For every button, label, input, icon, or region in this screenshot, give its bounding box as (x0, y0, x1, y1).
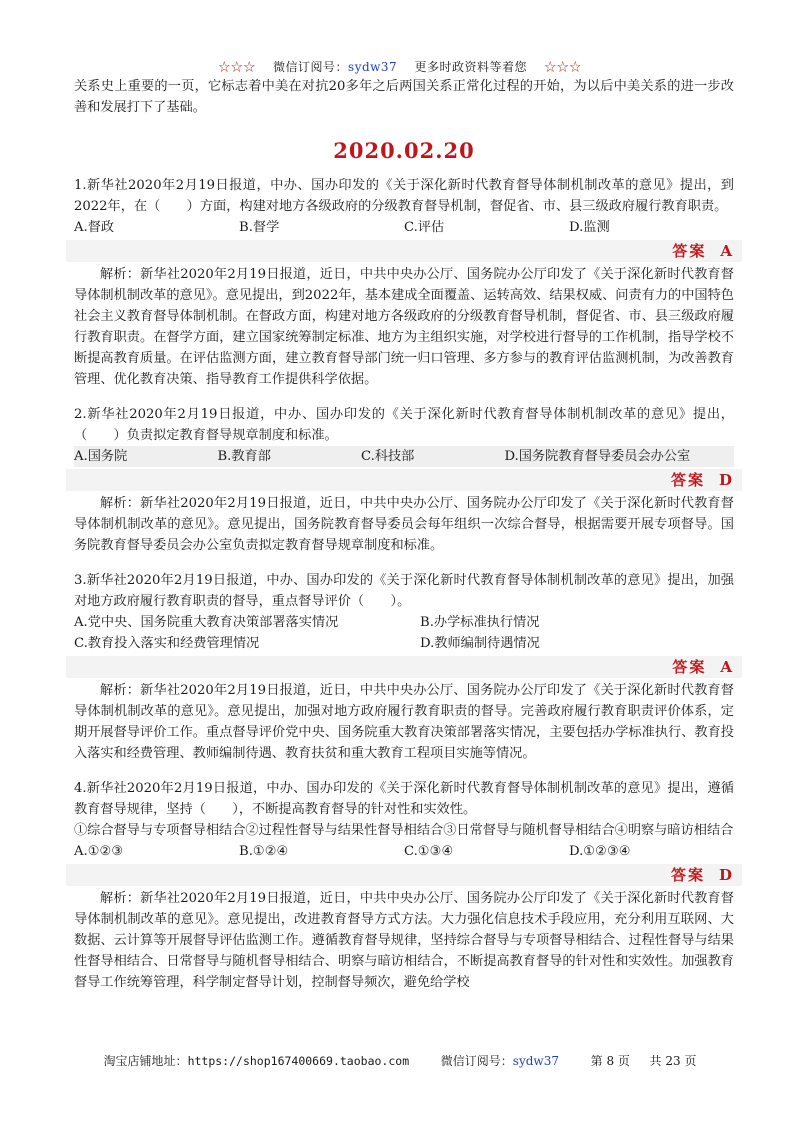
question-3 (74, 570, 734, 764)
option-b: B.教育部 (217, 449, 271, 464)
answer-value: D (718, 471, 734, 489)
header-stars-right: ☆☆☆ (544, 60, 582, 74)
question-stem: 2.新华社2020年2月19日报道，中办、国办印发的《关于深化新时代教育督导体制机制改革的意见》提出，（ ）负责拟定教育督导规章制度和标准。 (74, 407, 734, 443)
option-d: D.国务院教育督导委员会办公室 (504, 449, 691, 464)
question-stem: 4.新华社2020年2月19日报道，中办、国办印发的《关于深化新时代教育督导体制机制改革的意见》提出，遵循教育督导规律，坚持（ ），不断提高教育督导的针对性和实效性。 (74, 781, 734, 817)
answer-label: 答案 (672, 658, 707, 676)
analysis-paragraph: 解析：新华社2020年2月19日报道，近日，中共中央办公厅、国务院办公厅印发了《关于深化新时代教育督导体制机制改革的意见》。意见提出，加强对地方政府履行教育职责的督导。完善政府履行教育职责评价体系，定期开展督导评价工作。重点督导评价党中央、国务院重大教育决策部署落实情况，主要包括办学标准执行、教育投入落实和经费管理、教师编制待遇、教育扶贫和重大教育工程项目实施等情况。 (74, 683, 734, 761)
analysis-paragraph: 解析：新华社2020年2月19日报道，近日，中共中央办公厅、国务院办公厅印发了《关于深化新时代教育督导体制机制改革的意见》。意见提出，国务院教育督导委员会每年组织一次综合督导，根据需要开展专项督导。国务院教育督导委员会办公室负责拟定教育督导规章制度和标准。 (74, 496, 734, 553)
option-b: B.①②④ (239, 844, 289, 859)
answer-label: 答案 (672, 242, 707, 260)
footer-shop-label: 淘宝店铺地址： (103, 1054, 188, 1068)
header-account: sydw37 (348, 60, 398, 74)
page-footer (0, 1052, 800, 1069)
header-label: 微信订阅号： (273, 60, 349, 74)
option-d: D.监测 (569, 220, 610, 235)
answer-line (66, 864, 742, 886)
answer-value: D (718, 866, 734, 884)
footer-wechat-account: sydw37 (512, 1054, 559, 1068)
option-c: C.教育投入落实和经费管理情况 (74, 636, 260, 651)
question-options (74, 446, 734, 467)
option-a: A.①②③ (74, 844, 124, 859)
option-b: B.办学标准执行情况 (420, 615, 540, 630)
question-items: ①综合督导与专项督导相结合②过程性督导与结果性督导相结合③日常督导与随机督导相结合④明察与暗访相结合 (74, 823, 734, 838)
answer-value: A (720, 242, 734, 260)
option-d: D.教师编制待遇情况 (420, 636, 540, 651)
answer-line (66, 656, 742, 678)
question-options (74, 841, 734, 862)
header-stars-left: ☆☆☆ (218, 60, 256, 74)
question-2 (74, 404, 734, 556)
answer-line (66, 240, 742, 262)
analysis-paragraph: 解析：新华社2020年2月19日报道，近日，中共中央办公厅、国务院办公厅印发了《关于深化新时代教育督导体制机制改革的意见》。意见提出，改进教育督导方式方法。大力强化信息技术手段应用，充分利用互联网、大数据、云计算等开展督导评估监测工作。遵循教育督导规律，坚持综合督导与专项督导相结合、过程性督导与结果性督导相结合、日常督导与随机督导相结合、明察与暗访相结合，不断提高教育督导的针对性和实效性。加强教育督导工作统筹管理，科学制定督导计划，控制督导频次，避免给学校 (74, 891, 734, 990)
answer-label: 答案 (670, 471, 705, 489)
option-c: C.评估 (404, 220, 445, 235)
question-1 (74, 175, 734, 390)
option-d: D.①②③④ (569, 844, 631, 859)
question-options (74, 612, 734, 654)
option-a: A.国务院 (74, 449, 128, 464)
footer-shop-url[interactable]: https://shop167400669.taobao.com (187, 1054, 410, 1068)
option-a: A.党中央、国务院重大教育决策部署落实情况 (74, 615, 339, 630)
analysis-paragraph: 解析：新华社2020年2月19日报道，近日，中共中央办公厅、国务院办公厅印发了《关于深化新时代教育督导体制机制改革的意见》。意见提出，到2022年，基本建成全面覆盖、运转高效、结果权威、问责有力的中国特色社会主义教育督导体制机制。在督政方面，构建对地方各级政府的分级教育督导机制，督促省、市、县三级政府履行教育职责。在督学方面，建立国家统筹制定标准、地方为主组织实施，对学校进行督导的工作机制，指导学校不断提高教育质量。在评估监测方面，建立教育督导部门统一归口管理、多方参与的教育评估监测机制，为改善教育管理、优化教育决策、指导教育工作提供科学依据。 (74, 267, 734, 387)
answer-value: A (720, 658, 734, 676)
intro-paragraph: 关系史上重要的一页，它标志着中美在对抗20多年之后两国关系正常化过程的开始，为以后中美关系的进一步改善和发展打下了基础。 (74, 79, 734, 115)
section-date: 2020.02.20 (333, 138, 475, 163)
page-header (0, 58, 800, 75)
option-b: B.督学 (239, 220, 280, 235)
answer-line (66, 469, 742, 491)
question-4 (74, 778, 734, 993)
question-stem: 3.新华社2020年2月19日报道，中办、国办印发的《关于深化新时代教育督导体制机制改革的意见》提出，加强对地方政府履行教育职责的督导，重点督导评价（ ）。 (74, 573, 734, 609)
option-c: C.科技部 (360, 449, 415, 464)
question-options (74, 217, 734, 238)
footer-page-total: 共 23 页 (649, 1054, 697, 1068)
question-stem: 1.新华社2020年2月19日报道，中办、国办印发的《关于深化新时代教育督导体制机制改革的意见》提出，到2022年，在（ ）方面，构建对地方各级政府的分级教育督导机制，督促省、市、县三级政府履行教育职责。 (74, 178, 734, 214)
answer-label: 答案 (670, 866, 705, 884)
page-content (74, 76, 734, 993)
footer-wechat-label: 微信订阅号： (440, 1054, 513, 1068)
option-c: C.①③④ (404, 844, 454, 859)
option-a: A.督政 (74, 220, 115, 235)
footer-page-number: 第 8 页 (590, 1054, 630, 1068)
header-more: 更多时政资料等着您 (414, 60, 527, 74)
